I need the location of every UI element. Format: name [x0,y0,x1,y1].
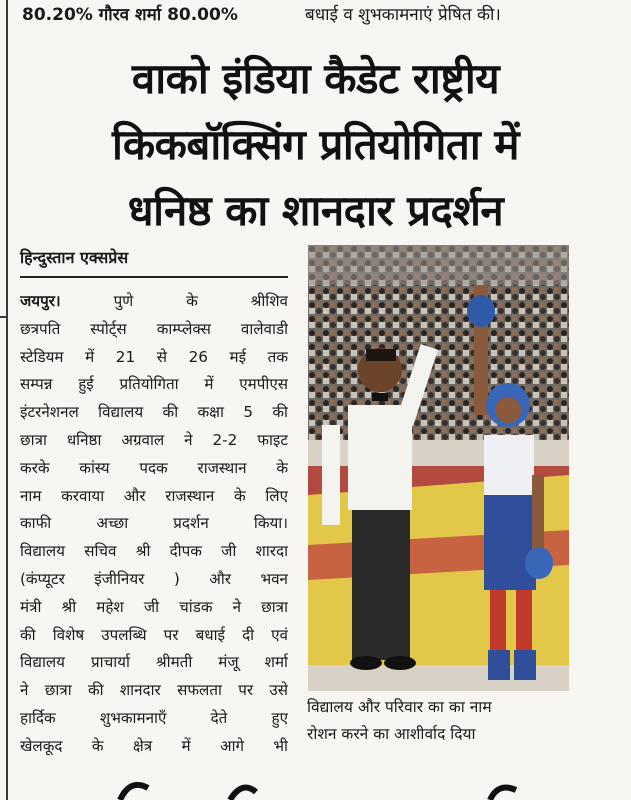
article-line: नाम करवाया और राजस्थान के लिए [20,486,288,505]
article-line: विद्यालय सचिव श्री दीपक जी शारदा [20,542,288,561]
headline [14,46,617,244]
article-line: खेलकूद के क्षेत्र में आगे भी [20,736,288,755]
article-line-1 [20,288,288,316]
article-line: विद्यालय प्राचार्या श्रीमती मंजू शर्मा [20,653,288,672]
headline-line-3: धनिष्ठ का शानदार प्रदर्शन [127,186,504,235]
article-line: की विशेष उपलब्धि पर बधाई दी एवं [20,625,288,644]
headline-line-1: वाको इंडिया कैडेट राष्ट्रीय [131,54,500,103]
caption-line-2: रोशन करने का आशीर्वाद दिया [307,725,476,743]
article-body [20,288,288,761]
photo-caption [307,694,577,748]
caption-line-1: विद्यालय और परिवार का का नाम [307,698,492,716]
article-line: सम्पन्न हुई प्रतियोगिता में एमपीएस [20,375,288,394]
article-line: इंटरनेशनल विद्यालय की कक्षा 5 की [20,403,288,422]
article-line: हार्दिक शुभकामनाएँ देते हुए [20,708,288,727]
dateline: जयपुर। [20,292,61,310]
top-left-text: 80.20% गौरव शर्मा 80.00% [22,5,238,25]
headline-line-2: किकबॉक्सिंग प्रतियोगिता में [112,120,519,169]
article-line: काफी अच्छा प्रदर्शन किया। [20,514,288,533]
article-line: मंत्री श्री महेश जी चांडक ने छात्रा [20,597,288,616]
article-line: ने छात्रा की शानदार सफलता पर उसे [20,681,288,700]
source-credit: हिन्दुस्तान एक्सप्रेस [20,246,288,278]
next-headline-fragment [60,772,580,800]
article-text: पुणे के श्रीशिव [113,292,288,310]
article-line: छात्रा धनिष्ठा अग्रवाल ने 2-2 फाइट [20,430,288,449]
column-rule-tick [0,316,6,318]
kickboxing-photo-illustration [308,245,569,691]
top-right-text: बधाई व शुभकामनाएं प्रेषित की। [305,5,501,25]
article-line: (कंप्यूटर इंजीनियर ) और भवन [20,569,288,588]
article-line: करके कांस्य पदक राजस्थान के [20,458,288,477]
article-line: छत्रपति स्पोर्ट्स काम्प्लेक्स वालेवाडी [20,319,288,338]
column-rule [6,0,8,800]
cropped-headline-strokes [60,772,580,800]
news-photo [308,245,569,691]
previous-article-fragment [0,0,631,36]
article-line: स्टेडियम में 21 से 26 मई तक [20,347,288,366]
